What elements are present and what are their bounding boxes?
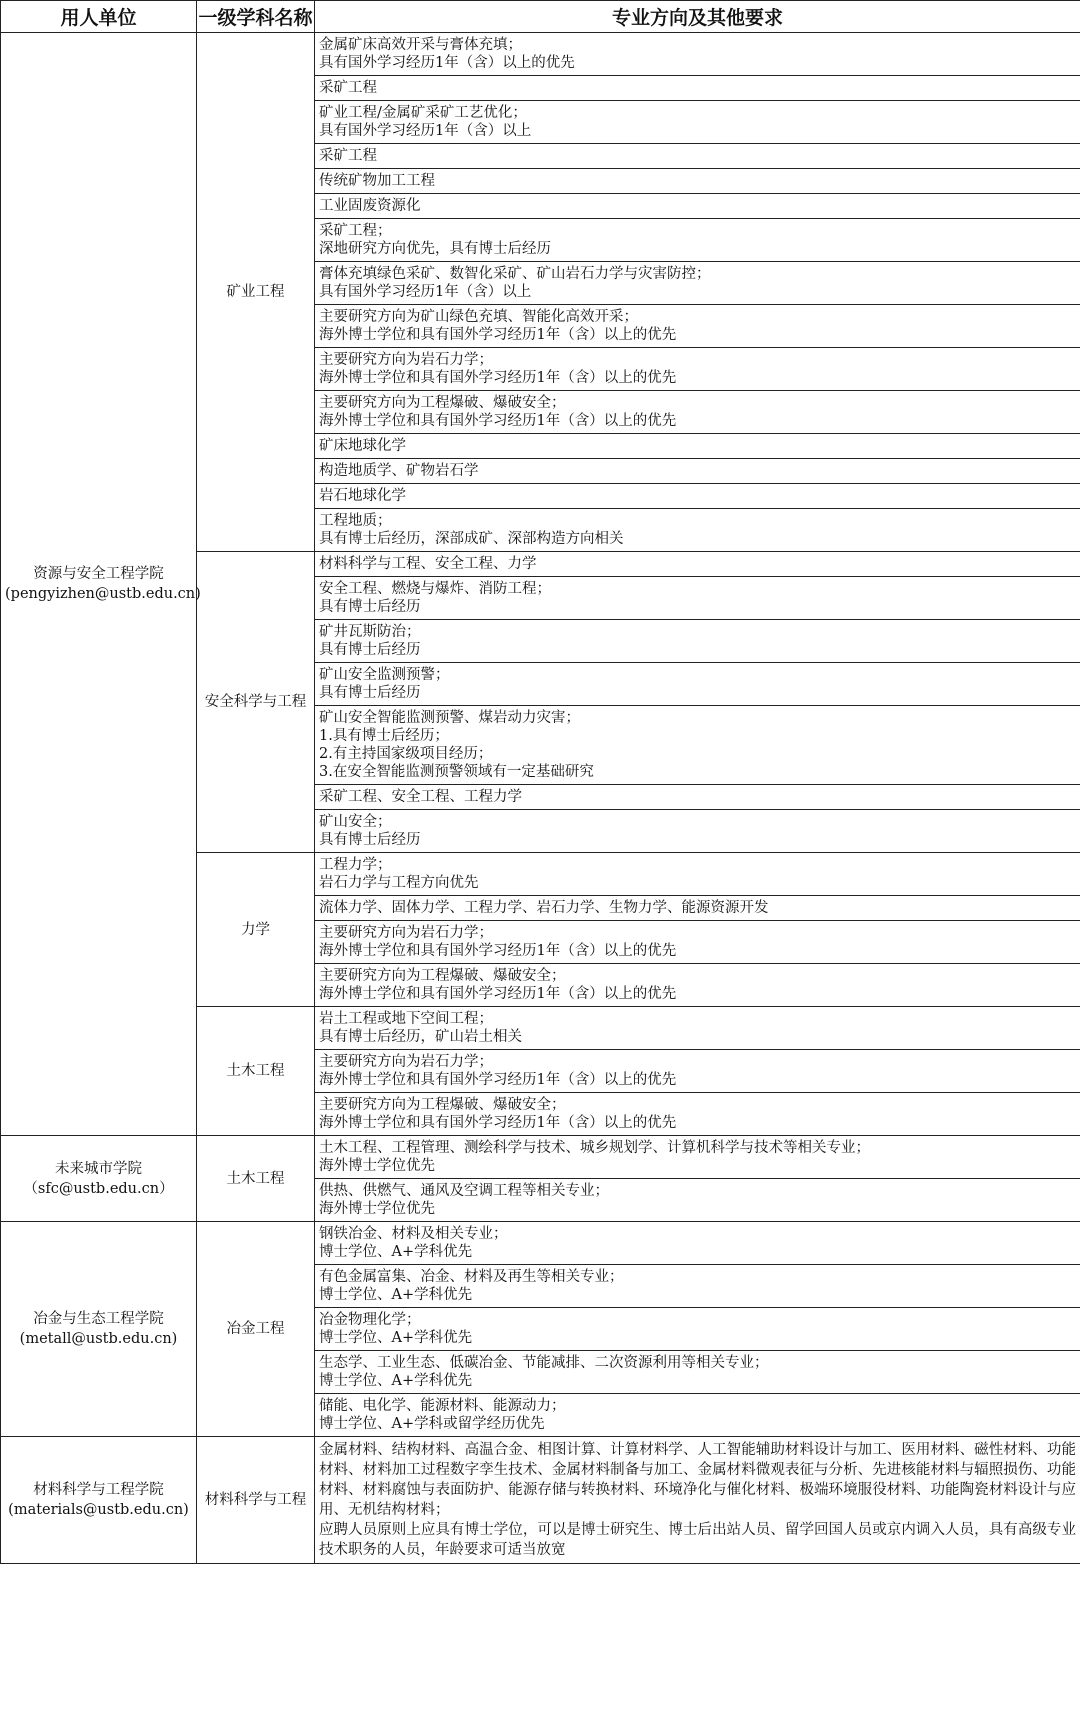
requirement-line: 博士学位、A+学科优先	[319, 1330, 473, 1346]
unit-email: (pengyizhen@ustb.edu.cn)	[5, 586, 201, 602]
table-row	[1, 1136, 1080, 1179]
unit-name: 材料科学与工程学院	[33, 1482, 164, 1498]
requirement-line: 储能、电化学、能源材料、能源动力；	[319, 1398, 566, 1414]
header-discipline: 一级学科名称	[197, 1, 315, 33]
requirement-cell	[315, 1050, 1080, 1093]
unit-cell	[1, 1437, 197, 1564]
requirement-cell	[315, 577, 1080, 620]
requirement-cell	[315, 1007, 1080, 1050]
requirement-cell	[315, 552, 1080, 577]
requirement-line: 构造地质学、矿物岩石学	[319, 463, 479, 479]
requirement-line: 具有博士后经历	[319, 599, 421, 615]
unit-name: 资源与安全工程学院	[33, 566, 164, 582]
requirement-line: 矿山安全智能监测预警、煤岩动力灾害；	[319, 710, 580, 726]
requirement-cell	[315, 663, 1080, 706]
requirement-line: 主要研究方向为工程爆破、爆破安全；	[319, 1097, 566, 1113]
requirement-line: 博士学位、A+学科或留学经历优先	[319, 1416, 545, 1432]
requirement-line: 采矿工程、安全工程、工程力学	[319, 789, 522, 805]
requirement-cell	[315, 144, 1080, 169]
requirement-line: 海外博士学位和具有国外学习经历1年（含）以上的优先	[319, 1072, 677, 1088]
requirement-line: 海外博士学位优先	[319, 1158, 435, 1174]
requirement-cell	[315, 509, 1080, 552]
header-unit: 用人单位	[1, 1, 197, 33]
requirement-line: 岩土工程或地下空间工程；	[319, 1011, 493, 1027]
table-row	[1, 1222, 1080, 1265]
requirement-line: 采矿工程；	[319, 223, 392, 239]
requirement-line: 主要研究方向为工程爆破、爆破安全；	[319, 395, 566, 411]
unit-email: （sfc@ustb.edu.cn）	[23, 1180, 174, 1197]
requirement-cell	[315, 101, 1080, 144]
requirement-line: 海外博士学位优先	[319, 1201, 435, 1217]
requirement-line: 生态学、工业生态、低碳冶金、节能减排、二次资源利用等相关专业；	[319, 1355, 769, 1371]
requirement-line: 主要研究方向为岩石力学；	[319, 352, 493, 368]
requirement-line: 具有博士后经历	[319, 832, 421, 848]
requirement-line: 采矿工程	[319, 80, 377, 96]
requirement-line: 工程力学；	[319, 857, 392, 873]
unit-email: (materials@ustb.edu.cn)	[8, 1502, 189, 1518]
requirement-line: 应聘人员原则上应具有博士学位，可以是博士研究生、博士后出站人员、留学回国人员或京内调入人员，具有高级专业技术职务的人员，年龄要求可适当放宽	[319, 1522, 1076, 1558]
discipline-cell: 安全科学与工程	[197, 552, 315, 853]
requirement-line: 主要研究方向为岩石力学；	[319, 925, 493, 941]
requirement-line: 具有博士后经历，矿山岩土相关	[319, 1029, 522, 1045]
requirement-line: 主要研究方向为工程爆破、爆破安全；	[319, 968, 566, 984]
requirement-line: 海外博士学位和具有国外学习经历1年（含）以上的优先	[319, 370, 677, 386]
table-row	[1, 33, 1080, 76]
requirement-line: 2.有主持国家级项目经历；	[319, 746, 493, 762]
requirement-line: 岩石力学与工程方向优先	[319, 875, 479, 891]
requirement-cell	[315, 434, 1080, 459]
requirement-line: 材料科学与工程、安全工程、力学	[319, 556, 537, 572]
requirement-cell	[315, 1394, 1080, 1437]
requirement-cell	[315, 810, 1080, 853]
requirement-line: 流体力学、固体力学、工程力学、岩石力学、生物力学、能源资源开发	[319, 900, 769, 916]
unit-cell	[1, 33, 201, 1136]
requirement-line: 海外博士学位和具有国外学习经历1年（含）以上的优先	[319, 413, 677, 429]
requirement-cell	[315, 1437, 1080, 1564]
requirement-line: 博士学位、A+学科优先	[319, 1244, 473, 1260]
requirement-cell	[315, 169, 1080, 194]
requirement-line: 具有博士后经历	[319, 642, 421, 658]
discipline-cell: 力学	[197, 853, 315, 1007]
requirement-line: 主要研究方向为岩石力学；	[319, 1054, 493, 1070]
unit-name: 冶金与生态工程学院	[33, 1311, 164, 1327]
requirement-line: 矿业工程/金属矿采矿工艺优化；	[319, 105, 527, 121]
requirement-line: 岩石地球化学	[319, 488, 406, 504]
requirement-line: 钢铁冶金、材料及相关专业；	[319, 1226, 508, 1242]
requirement-cell	[315, 484, 1080, 509]
requirement-cell	[315, 853, 1080, 896]
requirement-line: 矿山安全；	[319, 814, 392, 830]
requirement-line: 金属材料、结构材料、高温合金、相图计算、计算材料学、人工智能辅助材料设计与加工、医用材料、磁性材料、功能材料、材料加工过程数字孪生技术、金属材料制备与加工、金属材料微观表征与分析、先进核能材料与辐照损伤、功能材料、材料腐蚀与表面防护、能源存储与转换材料、环境净化与催化材料、极端环境服役材料、功能陶瓷材料设计与应用、无机结构材料；	[319, 1442, 1076, 1518]
requirement-line: 金属矿床高效开采与膏体充填；	[319, 37, 522, 53]
requirement-line: 具有博士后经历	[319, 685, 421, 701]
requirement-line: 矿床地球化学	[319, 438, 406, 454]
requirement-line: 具有博士后经历，深部成矿、深部构造方向相关	[319, 531, 624, 547]
requirement-line: 具有国外学习经历1年（含）以上	[319, 123, 532, 139]
discipline-cell: 土木工程	[197, 1007, 315, 1136]
requirement-cell	[315, 1308, 1080, 1351]
table-body	[1, 33, 1080, 1564]
requirement-cell	[315, 1222, 1080, 1265]
requirement-cell	[315, 262, 1080, 305]
unit-name: 未来城市学院	[55, 1160, 142, 1177]
requirement-cell	[315, 33, 1080, 76]
unit-cell	[1, 1136, 197, 1222]
discipline-cell: 材料科学与工程	[197, 1437, 315, 1564]
requirement-line: 土木工程、工程管理、测绘科学与技术、城乡规划学、计算机科学与技术等相关专业；	[319, 1140, 870, 1156]
requirement-line: 1.具有博士后经历；	[319, 728, 449, 744]
requirement-cell	[315, 391, 1080, 434]
requirement-line: 工程地质；	[319, 513, 392, 529]
unit-email: (metall@ustb.edu.cn)	[19, 1331, 178, 1347]
table-row	[1, 1437, 1080, 1564]
table-header-row	[1, 1, 1080, 33]
discipline-cell: 冶金工程	[197, 1222, 315, 1437]
requirement-cell	[315, 706, 1080, 785]
requirement-cell	[315, 620, 1080, 663]
requirement-cell	[315, 219, 1080, 262]
requirement-cell	[315, 459, 1080, 484]
header-requirements: 专业方向及其他要求	[315, 1, 1080, 33]
requirement-cell	[315, 1136, 1080, 1179]
requirement-cell	[315, 785, 1080, 810]
requirement-line: 传统矿物加工工程	[319, 173, 435, 189]
requirement-cell	[315, 921, 1080, 964]
requirement-line: 海外博士学位和具有国外学习经历1年（含）以上的优先	[319, 943, 677, 959]
requirement-cell	[315, 348, 1080, 391]
requirement-line: 深地研究方向优先，具有博士后经历	[319, 241, 551, 257]
requirement-line: 具有国外学习经历1年（含）以上的优先	[319, 55, 575, 71]
requirement-line: 工业固废资源化	[319, 198, 421, 214]
discipline-cell: 矿业工程	[197, 33, 315, 552]
requirement-line: 3.在安全智能监测预警领域有一定基础研究	[319, 764, 594, 780]
requirement-line: 冶金物理化学；	[319, 1312, 421, 1328]
requirement-cell	[315, 896, 1080, 921]
requirement-cell	[315, 194, 1080, 219]
requirement-cell	[315, 1351, 1080, 1394]
requirement-line: 海外博士学位和具有国外学习经历1年（含）以上的优先	[319, 1115, 677, 1131]
requirement-line: 博士学位、A+学科优先	[319, 1373, 473, 1389]
requirement-cell	[315, 964, 1080, 1007]
requirement-line: 矿井瓦斯防治；	[319, 624, 421, 640]
requirement-line: 具有国外学习经历1年（含）以上	[319, 284, 532, 300]
requirement-line: 矿山安全监测预警；	[319, 667, 450, 683]
requirement-line: 有色金属富集、冶金、材料及再生等相关专业；	[319, 1269, 624, 1285]
requirement-cell	[315, 1093, 1080, 1136]
requirement-line: 主要研究方向为矿山绿色充填、智能化高效开采；	[319, 309, 638, 325]
unit-cell	[1, 1222, 197, 1437]
requirement-line: 海外博士学位和具有国外学习经历1年（含）以上的优先	[319, 986, 677, 1002]
requirement-line: 博士学位、A+学科优先	[319, 1287, 473, 1303]
discipline-cell: 土木工程	[197, 1136, 315, 1222]
requirement-line: 膏体充填绿色采矿、数智化采矿、矿山岩石力学与灾害防控；	[319, 266, 711, 282]
requirement-cell	[315, 1179, 1080, 1222]
requirement-cell	[315, 76, 1080, 101]
requirement-line: 供热、供燃气、通风及空调工程等相关专业；	[319, 1183, 609, 1199]
requirement-line: 安全工程、燃烧与爆炸、消防工程；	[319, 581, 551, 597]
requirement-line: 海外博士学位和具有国外学习经历1年（含）以上的优先	[319, 327, 677, 343]
requirement-line: 采矿工程	[319, 148, 377, 164]
requirement-cell	[315, 1265, 1080, 1308]
requirement-cell	[315, 305, 1080, 348]
